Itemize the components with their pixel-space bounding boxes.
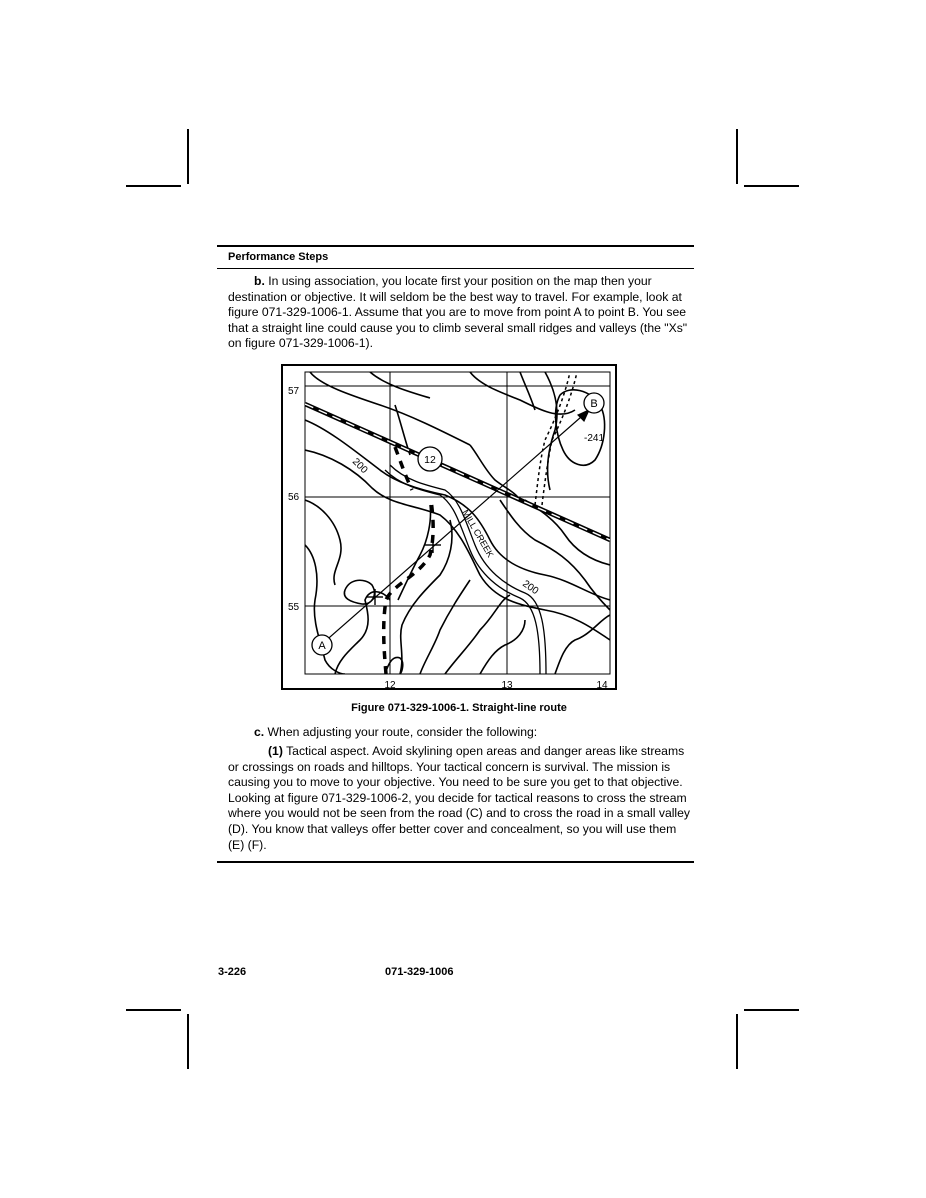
grid-label-56: 56 bbox=[288, 492, 300, 503]
paragraph-b-text: In using association, you locate first your position on the map then your destination or objective. It will seldom be the best way to travel. For example, look at figure 071-329-1006-1. Assume that you are to move from point A to point B. You see that a straight line could cause you to climb several small ridges and valleys (the "Xs" on figure 071-329-1006-1). bbox=[228, 274, 688, 351]
paragraph-b-label: b. bbox=[254, 274, 265, 288]
road-marker-label: 12 bbox=[424, 454, 436, 466]
paragraph-c1-text: Tactical aspect. Avoid skylining open areas and danger areas like streams or crossings on roads and hilltops. Your tactical concern is survival. The mission is causing you to move to your objective. You need to be sure you get to that objective. Looking at figure 071-329-1006-2, you decide for tactical reasons to cross the stream where you would not be seen from the road (C) and to cross the road in a small valley (D). You know that valleys offer better cover and concealment, so you will use them (E) (F). bbox=[228, 744, 691, 852]
point-a-marker bbox=[312, 635, 332, 655]
contour-lines bbox=[305, 372, 610, 674]
point-b-marker bbox=[584, 393, 604, 413]
spot-elevation-label: -241 bbox=[584, 433, 605, 444]
contour-label-upper: 200 bbox=[349, 456, 370, 476]
figure-caption: Figure 071-329-1006-1. Straight-line route bbox=[351, 702, 567, 714]
paragraph-c1-label: (1) bbox=[268, 744, 283, 758]
mill-creek bbox=[385, 465, 546, 674]
stream-label: MILL CREEK bbox=[460, 508, 496, 560]
road-marker bbox=[418, 447, 442, 471]
grid-label-57: 57 bbox=[288, 386, 300, 397]
map-grid bbox=[305, 372, 610, 674]
page-number: 3-226 bbox=[218, 966, 247, 978]
grid-label-14: 14 bbox=[596, 680, 608, 691]
contour-label-lower: 200 bbox=[520, 578, 541, 598]
grid-label-55: 55 bbox=[288, 602, 300, 613]
body-bottom-rule bbox=[217, 861, 694, 863]
point-a-label: A bbox=[318, 640, 326, 652]
ridge-dashed-line bbox=[384, 447, 433, 674]
paragraph-c-text: When adjusting your route, consider the following: bbox=[264, 725, 538, 739]
grid-label-13: 13 bbox=[501, 680, 513, 691]
straight-line-route bbox=[322, 410, 589, 644]
paragraph-c-label: c. bbox=[254, 725, 265, 739]
task-code: 071-329-1006 bbox=[385, 966, 454, 978]
paragraph-c bbox=[228, 725, 690, 741]
paragraph-c1 bbox=[228, 744, 690, 853]
section-title: Performance Steps bbox=[228, 251, 329, 263]
grid-label-12: 12 bbox=[384, 680, 396, 691]
point-b-label: B bbox=[590, 398, 598, 410]
